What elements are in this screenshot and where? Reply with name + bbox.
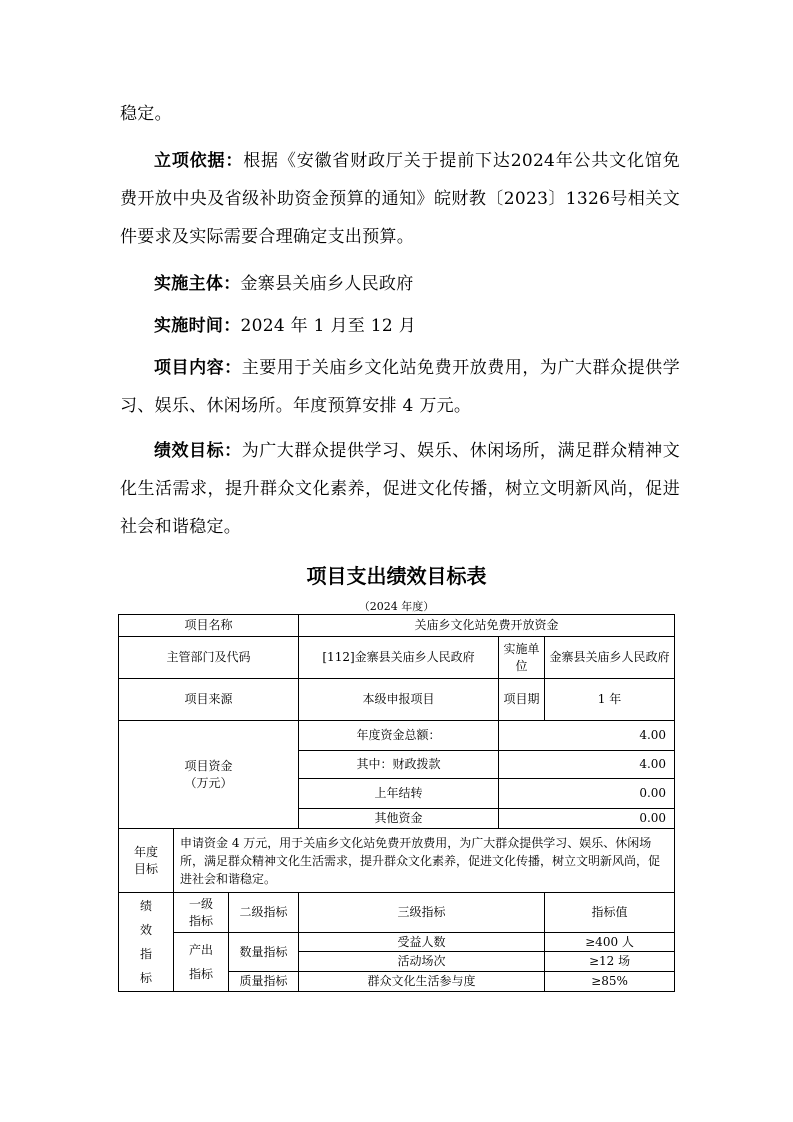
table-row [119,721,675,751]
annual-goal-label: 年度目标 [119,829,174,893]
period-label: 项目期 [499,679,545,721]
indicator-label: 绩效指标 [119,893,174,992]
fund-row-value: 4.00 [499,751,675,779]
fund-row-value: 0.00 [499,779,675,809]
quantity-label: 数量指标 [229,933,299,972]
content-paragraph [120,349,680,425]
name-label: 项目名称 [119,615,299,637]
table-row [119,679,675,721]
basis-label: 立项依据： [154,151,244,171]
fund-row-label: 上年结转 [299,779,499,809]
table-row [119,637,675,679]
indicator-name: 受益人数 [299,933,545,952]
indicator-value: ≥12 场 [545,952,675,972]
fund-unit: （万元） [184,775,233,790]
source-label: 项目来源 [119,679,299,721]
table-row [119,829,675,893]
table-title: 项目支出绩效目标表 [306,564,487,588]
unit-label: 实施单位 [499,637,545,679]
basis-paragraph [120,142,680,256]
period-value: 1 年 [545,679,675,721]
indicator-name: 群众文化生活参与度 [299,972,545,992]
output-label: 产出指标 [174,933,229,992]
basis-text: 根据《安徽省财政厅关于提前下达2024年公共文化馆免费开放中央及省级补助资金预算的通知》皖财教〔2023〕1326号相关文件要求及实际需要合理确定支出预算。 [120,151,681,247]
goal-text: 为广大群众提供学习、娱乐、休闲场所，满足群众精神文化生活需求，提升群众文化素养，促进文化传播，树立文明新风尚，促进社会和谐稳定。 [120,441,681,537]
fund-row-label: 其中：财政拨款 [299,751,499,779]
annual-goal-text: 申请资金 4 万元，用于关庙乡文化站免费开放费用，为广大群众提供学习、娱乐、休闲场所，满足群众精神文化生活需求，提升群众文化素养，促进文化传播，树立文明新风尚，促进社会和谐稳定。 [174,829,675,893]
time-paragraph [120,307,680,345]
time-label: 实施时间： [154,316,241,336]
entity-label: 实施主体： [154,274,241,294]
goal-paragraph [120,432,680,546]
indicator-value: ≥85% [545,972,675,992]
table-row [119,615,675,637]
quality-label: 质量指标 [229,972,299,992]
header-level1: 一级指标 [174,893,229,933]
fund-row-value: 0.00 [499,809,675,829]
table-year: （2024 年度） [358,600,435,613]
table-row [119,933,675,952]
goal-label: 绩效目标： [154,441,242,461]
entity-text: 金寨县关庙乡人民政府 [240,274,414,294]
performance-table [118,614,675,992]
fund-row-label: 年度资金总额： [299,721,499,751]
unit-value: 金寨县关庙乡人民政府 [545,637,675,679]
fund-label: 项目资金 [184,758,233,773]
fund-row-value: 4.00 [499,721,675,751]
entity-paragraph [120,265,680,303]
content-text: 主要用于关庙乡文化站免费开放费用，为广大群众提供学习、娱乐、休闲场所。年度预算安排 4 万元。 [120,358,681,416]
time-text: 2024 年 1 月至 12 月 [240,316,417,336]
indicator-name: 活动场次 [299,952,545,972]
intro-tail [120,95,680,133]
content-label: 项目内容： [154,358,242,378]
indicator-value: ≥400 人 [545,933,675,952]
fund-label-cell [119,721,299,829]
header-level2: 二级指标 [229,893,299,933]
header-value: 指标值 [545,893,675,933]
fund-row-label: 其他资金 [299,809,499,829]
table-row [119,893,675,933]
intro-tail-text: 稳定。 [120,104,172,124]
dept-value: [112]金寨县关庙乡人民政府 [299,637,499,679]
header-level3: 三级指标 [299,893,545,933]
name-value: 关庙乡文化站免费开放资金 [299,615,675,637]
dept-label: 主管部门及代码 [119,637,299,679]
source-value: 本级申报项目 [299,679,499,721]
